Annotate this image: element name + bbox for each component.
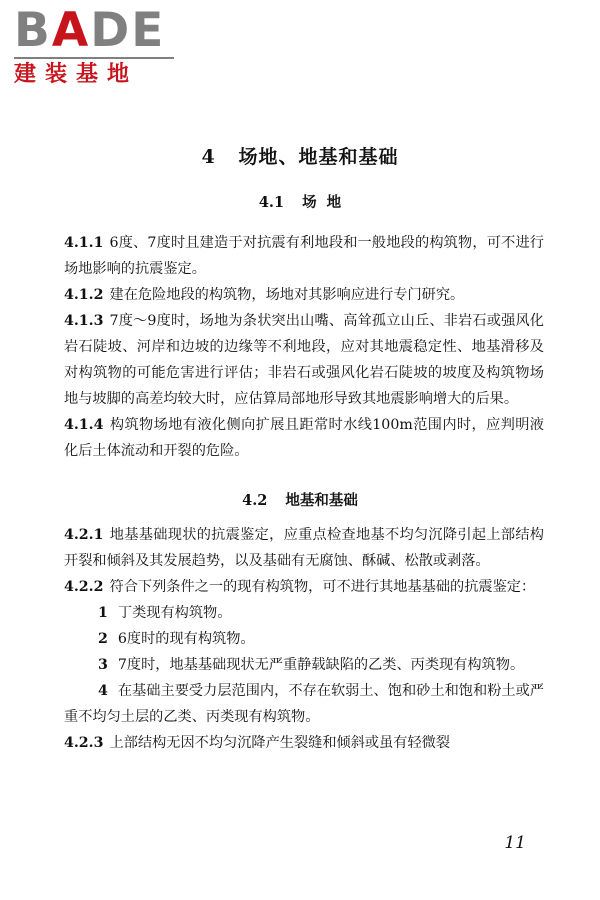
clause-4-1-2: 4.1.2 建在危险地段的构筑物，场地对其影响应进行专门研究。 [64, 287, 465, 303]
clause-4-1-3: 4.1.3 7度～9度时，场地为条状突出山嘴、高耸孤立山丘、非岩石或强风化岩石陡坡、河岸和边坡的边缘等不利地段，应对其地震稳定性、地基滑移及对构筑物的可能危害进行评估；非岩石或强风化岩石陡坡的坡度及构筑物场地与坡脚的高差均较大时，应估算局部地形导致其地震影响增大的后果。 [64, 313, 544, 407]
clause-4-2-2: 4.2.2 符合下列条件之一的现有构筑物，可不进行其地基基础的抗震鉴定： [64, 579, 536, 595]
logo-chinese-name: 建装基地 [14, 62, 139, 87]
clause-4-1-4: 4.1.4 构筑物场地有液化侧向扩展且距常时水线100m范围内时，应判明液化后土体流动和开裂的危险。 [64, 417, 544, 459]
list-item: 3 7度时，地基基础现状无严重静载缺陷的乙类、丙类现有构筑物。 [98, 657, 525, 673]
section-title-4-2: 4.2 地基和基础 [242, 492, 358, 509]
list-item: 2 6度时的现有构筑物。 [98, 631, 255, 647]
section-4-1-body [64, 230, 544, 464]
chapter-number: 4 [201, 146, 216, 168]
list-item: 4 在基础主要受力层范围内，不存在软弱土、饱和砂土和饱和粉土或严重不均匀土层的乙类、丙类现有构筑物。 [64, 683, 544, 725]
page-number: 11 [504, 833, 526, 853]
logo-wordmark: BADE [14, 3, 166, 58]
clause-4-2-3: 4.2.3 上部结构无因不均匀沉降产生裂缝和倾斜或虽有轻微裂 [64, 735, 451, 751]
clause-4-2-1: 4.2.1 地基基础现状的抗震鉴定，应重点检查地基不均匀沉降引起上部结构开裂和倾斜及其发展趋势，以及基础有无腐蚀、酥碱、松散或剥落。 [64, 527, 544, 569]
section-title-4-1: 4.1 场 地 [258, 194, 342, 211]
section-4-2-body [64, 522, 544, 756]
chapter-title-text: 场地、地基和基础 [238, 146, 399, 168]
list-item: 1 丁类现有构筑物。 [98, 605, 232, 621]
chapter-title [0, 144, 600, 170]
logo [14, 3, 179, 88]
clause-4-1-1: 4.1.1 6度、7度时且建造于对抗震有利地段和一般地段的构筑物，可不进行场地影响的抗震鉴定。 [64, 235, 544, 277]
